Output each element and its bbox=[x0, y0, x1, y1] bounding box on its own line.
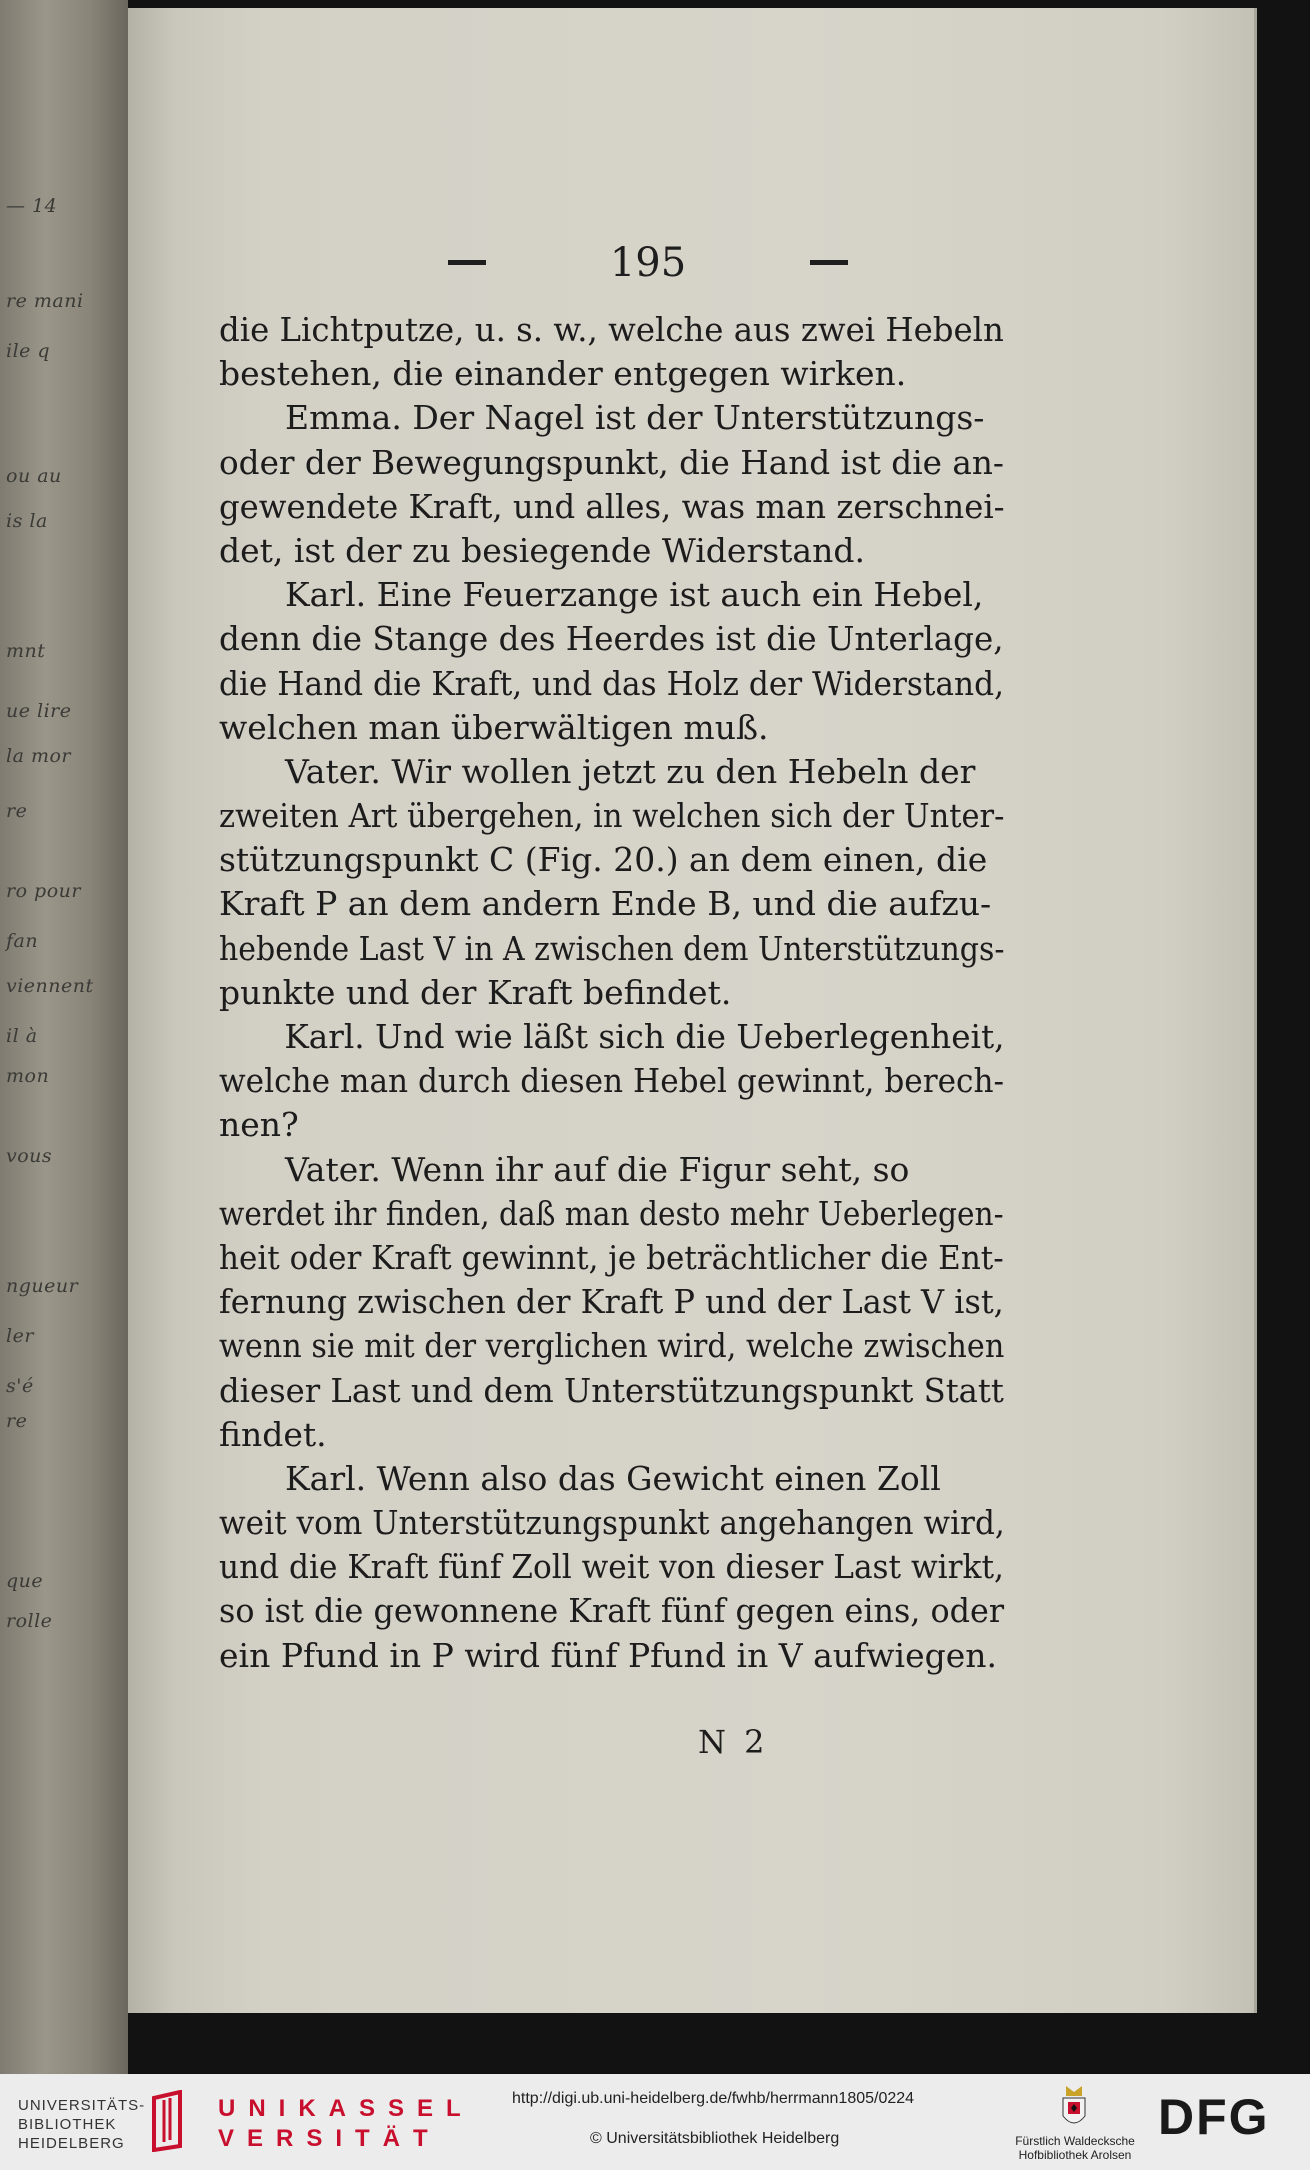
logo-text-line: UNIVERSITÄTS- bbox=[18, 2097, 146, 2114]
text-line: hebende Last V in A zwischen dem Unterstützungs- bbox=[219, 928, 1005, 968]
text-line: die Hand die Kraft, und das Holz der Widerstand, bbox=[219, 663, 1004, 703]
text-line: heit oder Kraft gewinnt, je beträchtlicher die Ent- bbox=[219, 1237, 1004, 1277]
waldeck-crest-icon bbox=[1060, 2084, 1088, 2132]
source-url-link[interactable]: http://digi.ub.uni-heidelberg.de/fwhb/herrmann1805/0224 bbox=[512, 2090, 915, 2107]
signature-mark: N 2 bbox=[698, 1723, 769, 1761]
previous-page-text-fragment: ro pour bbox=[6, 880, 81, 902]
text-line: und die Kraft fünf Zoll weit von dieser Last wirkt, bbox=[219, 1547, 1004, 1587]
text-line: welche man durch diesen Hebel gewinnt, berech- bbox=[219, 1061, 1005, 1101]
previous-page-text-fragment: re mani bbox=[6, 290, 84, 312]
page-text bbox=[219, 308, 1004, 1678]
text-line: ein Pfund in P wird fünf Pfund in V aufwiegen. bbox=[219, 1635, 997, 1675]
text-line: so ist die gewonnene Kraft fünf gegen eins, oder bbox=[219, 1591, 1005, 1631]
text-line: gewendete Kraft, und alles, was man zerschnei- bbox=[219, 486, 1005, 526]
copyright-notice: © Universitätsbibliothek Heidelberg bbox=[590, 2130, 840, 2147]
previous-page-text-fragment: re bbox=[6, 800, 28, 822]
previous-page-text-fragment: fan bbox=[6, 930, 39, 952]
text-line: det, ist der zu besiegende Widerstand. bbox=[219, 530, 865, 570]
previous-page-text-fragment: vous bbox=[6, 1145, 53, 1167]
text-line: oder der Bewegungspunkt, die Hand ist die an- bbox=[219, 442, 1004, 482]
kassel-university-logo[interactable] bbox=[218, 2094, 474, 2154]
text-line: weit vom Unterstützungspunkt angehangen wird, bbox=[219, 1503, 1005, 1543]
previous-page-text-fragment: ngueur bbox=[6, 1275, 79, 1297]
text-line: dieser Last und dem Unterstützungspunkt Statt bbox=[219, 1370, 1004, 1410]
logo-text-line: HEIDELBERG bbox=[18, 2135, 125, 2152]
page-number: 195 bbox=[609, 240, 687, 286]
footer-bar bbox=[0, 2074, 1310, 2170]
text-line: Karl. Und wie läßt sich die Ueberlegenheit, bbox=[284, 1017, 1005, 1056]
previous-page-text-fragment: viennent bbox=[6, 975, 94, 997]
text-line: fernung zwischen der Kraft P und der Last V ist, bbox=[219, 1282, 1004, 1322]
previous-page-text-fragment: que bbox=[6, 1570, 44, 1592]
text-line: werdet ihr finden, daß man desto mehr Ueberlegen- bbox=[219, 1193, 1004, 1233]
text-line: denn die Stange des Heerdes ist die Unterlage, bbox=[219, 619, 1004, 659]
text-line: Karl. Eine Feuerzange ist auch ein Hebel, bbox=[285, 575, 984, 615]
text-line: punkte und der Kraft befindet. bbox=[219, 972, 732, 1012]
text-line: wenn sie mit der verglichen wird, welche zwischen bbox=[219, 1326, 1005, 1366]
previous-page-text-fragment: is la bbox=[6, 510, 48, 532]
text-line: bestehen, die einander entgegen wirken. bbox=[219, 354, 907, 394]
text-line: Karl. Wenn also das Gewicht einen Zoll bbox=[285, 1458, 941, 1498]
heidelberg-library-logo[interactable] bbox=[18, 2096, 145, 2153]
text-line: Kraft P an dem andern Ende B, und die aufzu- bbox=[219, 884, 992, 924]
logo-text-line: VERSITÄT bbox=[218, 2125, 441, 2152]
page-header bbox=[448, 240, 848, 290]
previous-page-text-fragment: la mor bbox=[6, 745, 71, 767]
previous-page-edge bbox=[0, 0, 128, 2074]
text-line: welchen man überwältigen muß. bbox=[219, 707, 769, 747]
logo-text-line: Fürstlich Waldecksche bbox=[1015, 2134, 1135, 2148]
text-line: die Lichtputze, u. s. w., welche aus zwei Hebeln bbox=[219, 310, 1004, 349]
book-page bbox=[128, 8, 1257, 2013]
previous-page-text-fragment: ou au bbox=[6, 465, 62, 487]
previous-page-text-fragment: ile q bbox=[6, 340, 51, 362]
previous-page-text-fragment: — 14 bbox=[6, 195, 58, 217]
previous-page-text-fragment: rolle bbox=[6, 1610, 53, 1632]
previous-page-text-fragment: s'é bbox=[6, 1375, 34, 1397]
text-line: zweiten Art übergehen, in welchen sich der Unter- bbox=[219, 796, 1005, 836]
kassel-emblem-icon[interactable] bbox=[140, 2090, 192, 2152]
text-line: Emma. Der Nagel ist der Unterstützungs- bbox=[285, 398, 985, 438]
logo-text-line: BIBLIOTHEK bbox=[18, 2116, 117, 2133]
header-dash-right bbox=[810, 260, 848, 265]
previous-page-text-fragment: mnt bbox=[6, 640, 46, 662]
logo-text-line: UNIKASSEL bbox=[218, 2095, 474, 2122]
previous-page-text-fragment: ue lire bbox=[6, 700, 72, 722]
previous-page-text-fragment: mon bbox=[6, 1065, 50, 1087]
waldeck-library-name bbox=[1010, 2134, 1140, 2162]
text-line: Vater. Wenn ihr auf die Figur seht, so bbox=[285, 1149, 910, 1189]
text-line: Vater. Wir wollen jetzt zu den Hebeln der bbox=[285, 751, 976, 791]
text-line: findet. bbox=[219, 1414, 327, 1454]
previous-page-text-fragment: ler bbox=[6, 1325, 34, 1347]
previous-page-text-fragment: il à bbox=[6, 1025, 38, 1047]
text-line: stützungspunkt C (Fig. 20.) an dem einen, die bbox=[219, 840, 988, 880]
logo-text-line: Hofbibliothek Arolsen bbox=[1018, 2148, 1132, 2162]
text-line: nen? bbox=[219, 1105, 299, 1145]
dfg-logo[interactable]: DFG bbox=[1158, 2089, 1270, 2145]
previous-page-text-fragment: re bbox=[6, 1410, 28, 1432]
